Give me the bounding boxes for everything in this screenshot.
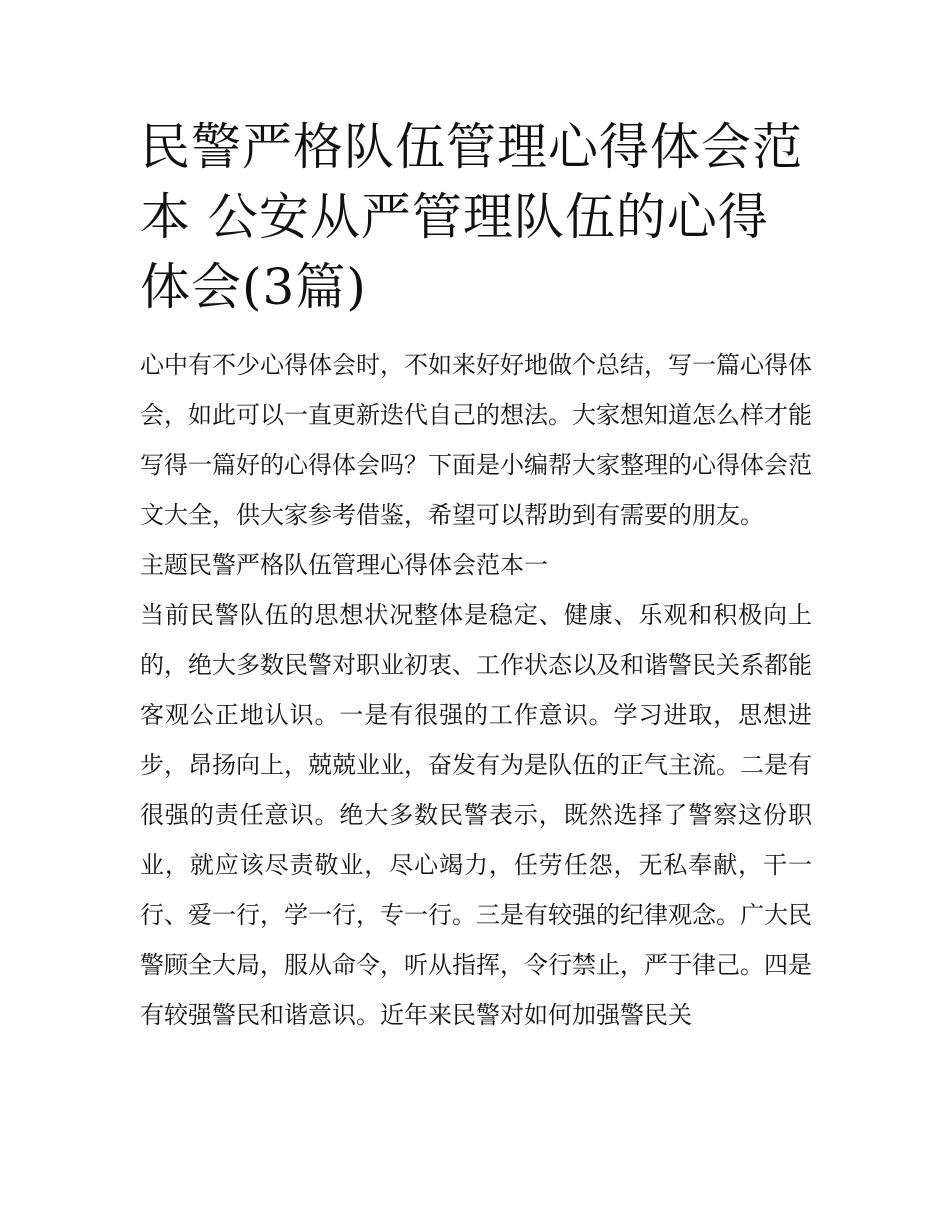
intro-paragraph: 心中有不少心得体会时，不如来好好地做个总结，写一篇心得体会，如此可以一直更新迭代自己的想法。大家想知道怎么样才能写得一篇好的心得体会吗？下面是小编帮大家整理的心得体会范文大全，供大家参考借鉴，希望可以帮助到有需要的朋友。 (140, 351, 812, 529)
document-page (140, 112, 812, 1040)
body-paragraph: 当前民警队伍的思想状况整体是稳定、健康、乐观和积极向上的，绝大多数民警对职业初衷、工作状态以及和谐警民关系都能客观公正地认识。一是有很强的工作意识。学习进取，思想进步，昂扬向上，兢兢业业，奋发有为是队伍的正气主流。二是有很强的责任意识。绝大多数民警表示，既然选择了警察这份职业，就应该尽责敬业，尽心竭力，任劳任怨，无私奉献，干一行、爱一行，学一行，专一行。三是有较强的纪律观念。广大民警顾全大局，服从命令，听从指挥，令行禁止，严于律己。四是有较强警民和谐意识。近年来民警对如何加强警民关 (140, 601, 812, 1029)
section-heading: 主题民警严格队伍管理心得体会范本一 (140, 551, 548, 579)
document-title: 民警严格队伍管理心得体会范本 公安从严管理队伍的心得体会(3篇) (140, 118, 803, 316)
